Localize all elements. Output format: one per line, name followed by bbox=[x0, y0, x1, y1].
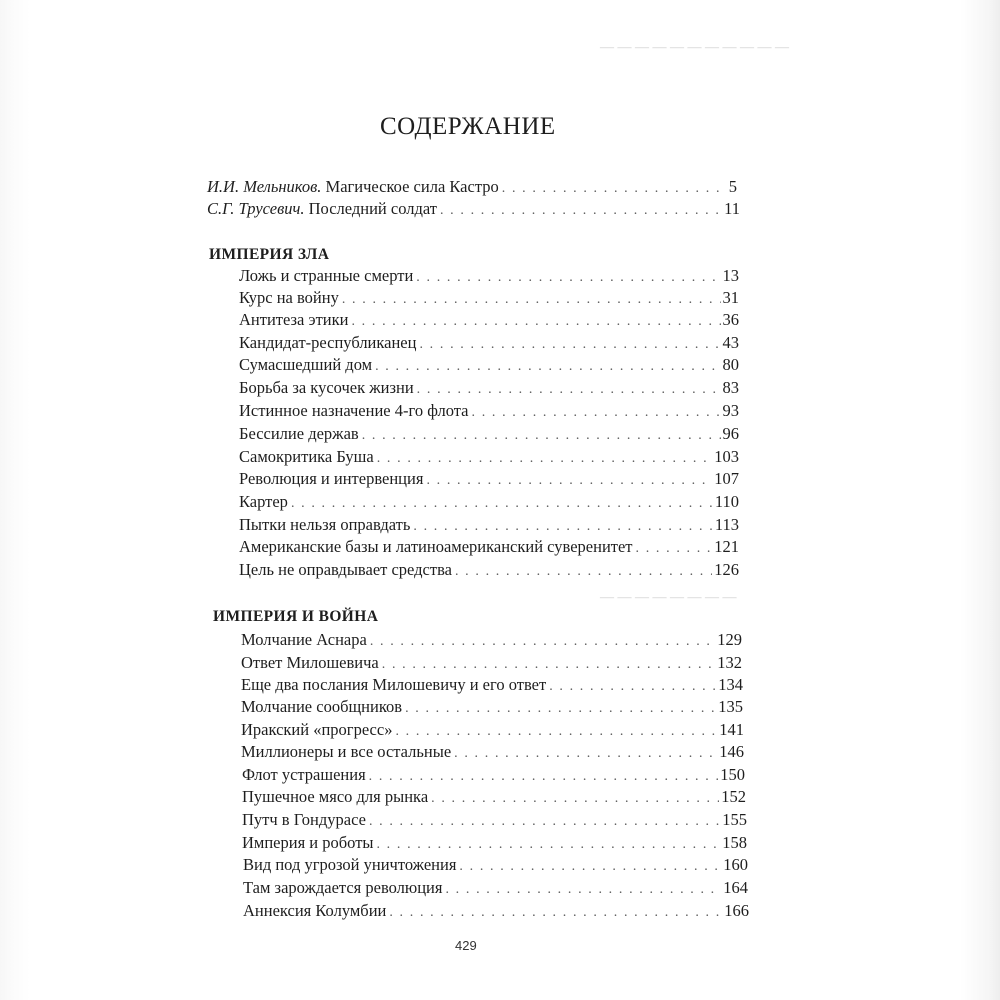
page-number: 429 bbox=[455, 938, 477, 953]
toc-entry-page: 146 bbox=[719, 742, 744, 761]
toc-entry-page: 36 bbox=[722, 310, 739, 329]
toc-entry bbox=[239, 355, 739, 375]
toc-entry-page: 11 bbox=[724, 199, 740, 218]
toc-entry-title: Антитеза этики bbox=[239, 310, 349, 329]
toc-entry bbox=[242, 810, 747, 830]
dot-leader bbox=[369, 814, 720, 830]
toc-entry bbox=[241, 720, 744, 740]
toc-entry-author: С.Г. Трусевич. bbox=[207, 199, 305, 218]
toc-entry-title: Там зарождается революция bbox=[243, 878, 443, 897]
toc-entry-title: Пушечное мясо для рынка bbox=[242, 787, 429, 806]
dot-leader bbox=[431, 791, 719, 807]
dot-leader bbox=[502, 181, 727, 197]
dot-leader bbox=[455, 564, 712, 580]
dot-leader bbox=[636, 541, 713, 557]
dot-leader bbox=[362, 428, 721, 444]
toc-entry bbox=[239, 515, 739, 535]
toc-entry-page: 113 bbox=[714, 515, 739, 534]
dot-leader bbox=[445, 882, 721, 898]
show-through-text: — — — — — — — — bbox=[600, 590, 737, 605]
toc-entry bbox=[241, 697, 743, 717]
section-heading-1: ИМПЕРИЯ ЗЛА bbox=[209, 246, 330, 263]
dot-leader bbox=[351, 314, 720, 330]
dot-leader bbox=[419, 337, 720, 353]
toc-entry-page: 132 bbox=[717, 653, 742, 672]
toc-entry bbox=[243, 855, 748, 875]
toc-entry-work: Последний солдат bbox=[308, 199, 437, 218]
toc-entry bbox=[239, 537, 739, 557]
dot-leader bbox=[472, 405, 721, 421]
toc-entry bbox=[239, 492, 739, 512]
toc-entry-title: Аннексия Колумбии bbox=[243, 901, 387, 920]
toc-entry-page: 107 bbox=[714, 469, 739, 488]
toc-entry-author: И.И. Мельников. bbox=[207, 177, 322, 196]
dot-leader bbox=[395, 724, 717, 740]
toc-entry-intro-2 bbox=[207, 199, 740, 219]
toc-entry-page: 5 bbox=[728, 177, 737, 196]
toc-entry bbox=[241, 653, 742, 673]
toc-entry bbox=[241, 630, 742, 650]
toc-entry-page: 31 bbox=[722, 288, 739, 307]
toc-entry-page: 155 bbox=[722, 810, 747, 829]
toc-entry bbox=[239, 288, 739, 308]
dot-leader bbox=[440, 203, 722, 219]
dot-leader bbox=[291, 496, 713, 512]
toc-entry-page: 43 bbox=[722, 333, 739, 352]
toc-entry-title: Сумасшедший дом bbox=[239, 355, 373, 374]
toc-entry-page: 135 bbox=[718, 697, 743, 716]
toc-entry-title: Молчание Аснара bbox=[241, 630, 367, 649]
toc-entry bbox=[239, 424, 739, 444]
toc-entry-title: Пытки нельзя оправдать bbox=[239, 515, 411, 534]
toc-entry-title: Ответ Милошевича bbox=[241, 653, 379, 672]
toc-entry bbox=[242, 765, 745, 785]
section-heading-2: ИМПЕРИЯ И ВОЙНА bbox=[213, 608, 379, 625]
toc-entry-title: Курс на войну bbox=[239, 288, 339, 307]
toc-entry-page: 129 bbox=[717, 630, 742, 649]
toc-entry-page: 166 bbox=[724, 901, 749, 920]
toc-entry-work: Магическое сила Кастро bbox=[325, 177, 499, 196]
dot-leader bbox=[416, 270, 720, 286]
toc-entry bbox=[239, 401, 739, 421]
toc-entry-title: Самокритика Буша bbox=[239, 447, 374, 466]
show-through-text: — — — — — — — — — — — bbox=[600, 40, 789, 55]
toc-entry-intro-1 bbox=[207, 177, 737, 197]
toc-entry-title: Миллионеры и все остальные bbox=[241, 742, 452, 761]
toc-entry bbox=[242, 787, 746, 807]
toc-entry bbox=[241, 675, 743, 695]
toc-entry bbox=[242, 833, 747, 853]
toc-entry-title: Еще два послания Милошевичу и его ответ bbox=[241, 675, 547, 694]
toc-entry-page: 80 bbox=[722, 355, 739, 374]
toc-entry-page: 141 bbox=[719, 720, 744, 739]
toc-entry-page: 13 bbox=[722, 266, 739, 285]
dot-leader bbox=[342, 292, 721, 308]
toc-entry-title: Путч в Гондурасе bbox=[242, 810, 366, 829]
toc-entry-page: 158 bbox=[722, 833, 747, 852]
dot-leader bbox=[454, 746, 717, 762]
toc-entry-page: 103 bbox=[714, 447, 739, 466]
toc-entry-page: 134 bbox=[718, 675, 743, 694]
dot-leader bbox=[377, 451, 713, 467]
toc-entry-title: Флот устрашения bbox=[242, 765, 366, 784]
dot-leader bbox=[405, 701, 716, 717]
toc-entry bbox=[239, 447, 739, 467]
toc-entry-page: 160 bbox=[723, 855, 748, 874]
page-title: СОДЕРЖАНИЕ bbox=[380, 112, 556, 140]
toc-entry-page: 164 bbox=[723, 878, 748, 897]
dot-leader bbox=[376, 837, 720, 853]
dot-leader bbox=[426, 473, 712, 489]
toc-entry bbox=[239, 266, 739, 286]
toc-entry-page: 150 bbox=[720, 765, 745, 784]
dot-leader bbox=[413, 519, 712, 535]
dot-leader bbox=[417, 382, 721, 398]
dot-leader bbox=[375, 359, 720, 375]
toc-entry-title: Картер bbox=[239, 492, 288, 511]
dot-leader bbox=[389, 905, 722, 921]
toc-entry-title: Бессилие держав bbox=[239, 424, 359, 443]
toc-entry-page: 110 bbox=[714, 492, 739, 511]
toc-entry-page: 152 bbox=[721, 787, 746, 806]
toc-entry-page: 121 bbox=[714, 537, 739, 556]
toc-entry-title: Борьба за кусочек жизни bbox=[239, 378, 414, 397]
toc-entry-page: 83 bbox=[722, 378, 739, 397]
toc-entry-title: Революция и интервенция bbox=[239, 469, 424, 488]
toc-entry-page: 126 bbox=[714, 560, 739, 579]
dot-leader bbox=[382, 657, 716, 673]
toc-entry bbox=[239, 333, 739, 353]
dot-leader bbox=[370, 634, 715, 650]
toc-entry-page: 96 bbox=[722, 424, 739, 443]
toc-entry-title: Иракский «прогресс» bbox=[241, 720, 393, 739]
toc-entry bbox=[239, 469, 739, 489]
toc-entry bbox=[239, 378, 739, 398]
toc-entry bbox=[239, 560, 739, 580]
toc-entry-title: Молчание сообщников bbox=[241, 697, 403, 716]
dot-leader bbox=[549, 679, 716, 695]
toc-entry-title: Истинное назначение 4-го флота bbox=[239, 401, 469, 420]
toc-entry-page: 93 bbox=[722, 401, 739, 420]
toc-entry-title: Империя и роботы bbox=[242, 833, 374, 852]
toc-entry-title: Ложь и странные смерти bbox=[239, 266, 414, 285]
toc-entry-title bbox=[207, 199, 437, 219]
toc-entry bbox=[239, 310, 739, 330]
toc-entry bbox=[243, 878, 748, 898]
dot-leader bbox=[459, 859, 721, 875]
toc-entry-title bbox=[207, 177, 499, 197]
toc-entry-title: Цель не оправдывает средства bbox=[239, 560, 452, 579]
toc-entry-title: Американские базы и латиноамериканский суверенитет bbox=[239, 537, 633, 556]
toc-entry-title: Кандидат-республиканец bbox=[239, 333, 417, 352]
toc-entry bbox=[241, 742, 744, 762]
toc-entry bbox=[243, 901, 749, 921]
toc-entry-title: Вид под угрозой уничтожения bbox=[243, 855, 457, 874]
dot-leader bbox=[369, 769, 719, 785]
